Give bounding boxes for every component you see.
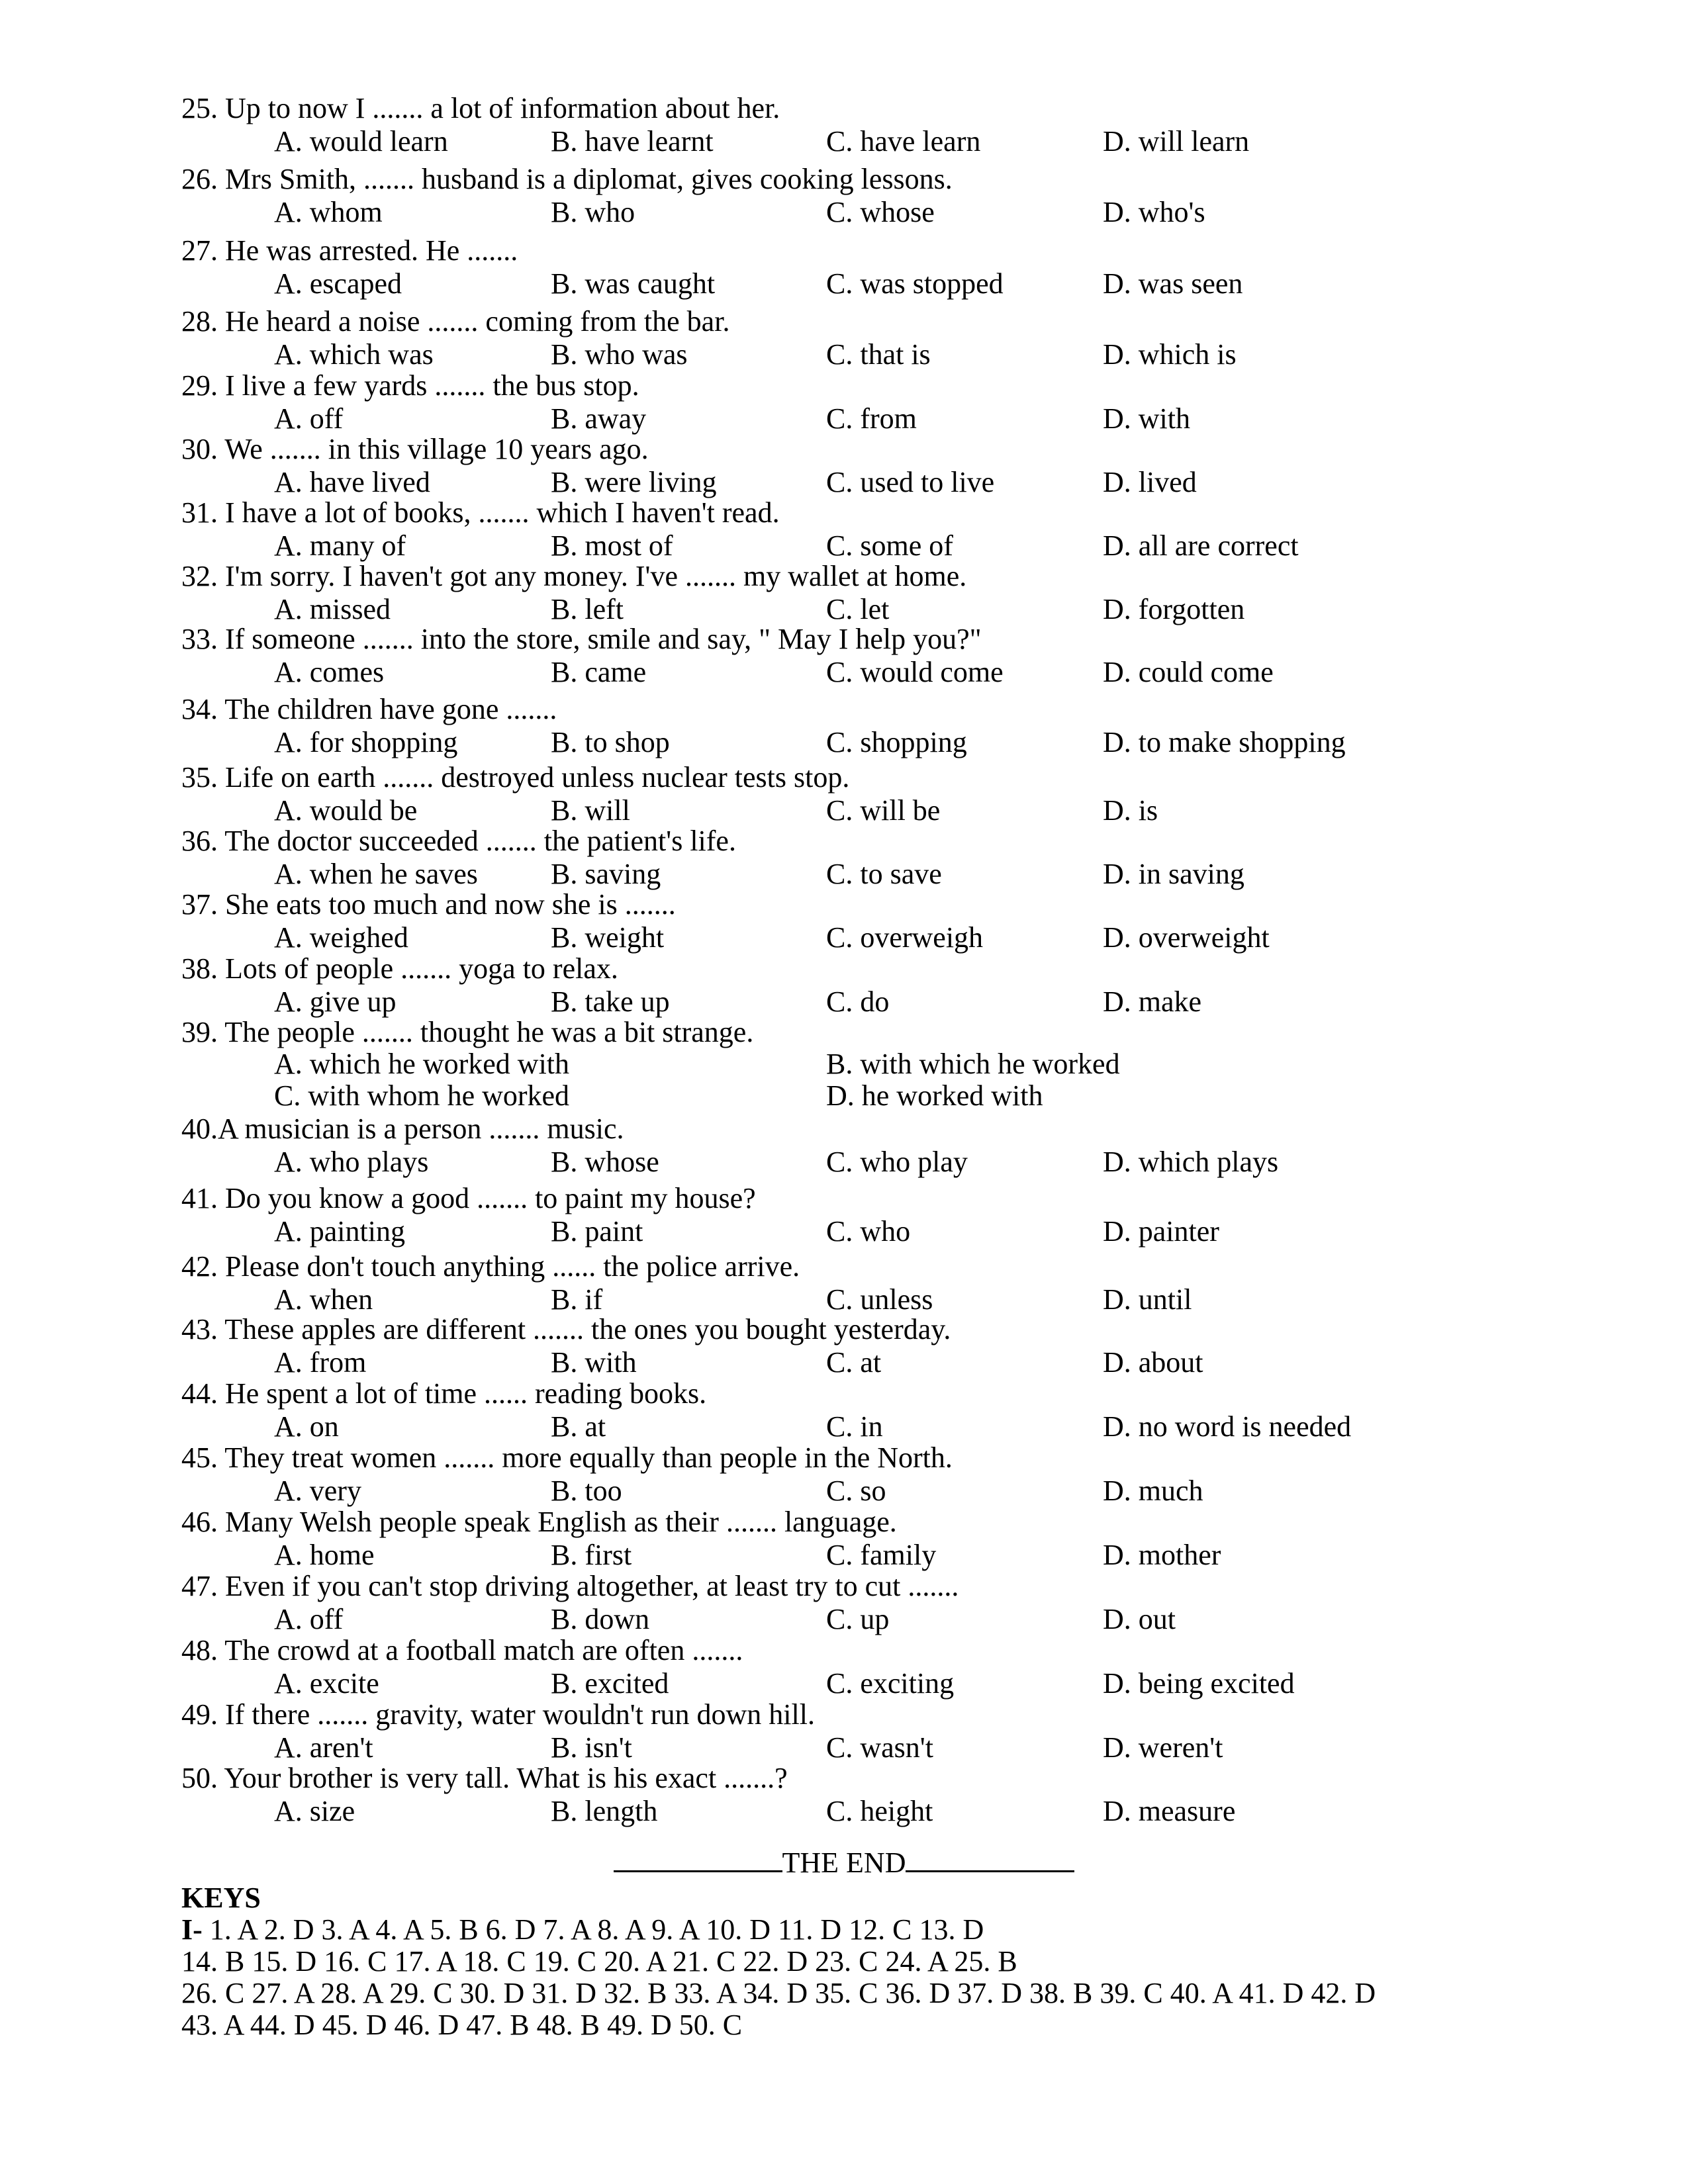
answer-option[interactable]: A. on: [274, 1410, 339, 1443]
answer-option[interactable]: C. with whom he worked: [274, 1079, 570, 1112]
question-stem: 41. Do you know a good ....... to paint my house?: [181, 1182, 756, 1214]
question-stem: 29. I live a few yards ....... the bus stop.: [181, 369, 639, 402]
answer-option[interactable]: A. for shopping: [274, 726, 458, 758]
keys-title: KEYS: [181, 1882, 261, 1914]
keys-line: 14. B 15. D 16. C 17. A 18. C 19. C 20. A 21. C 22. D 23. C 24. A 25. B: [181, 1945, 1017, 1978]
answer-option[interactable]: B. first: [551, 1539, 632, 1571]
question-stem: 40.A musician is a person ....... music.: [181, 1113, 624, 1145]
question-stem: 25. Up to now I ....... a lot of information about her.: [181, 92, 780, 124]
answer-option[interactable]: D. to make shopping: [1103, 726, 1346, 758]
answer-option[interactable]: D. overweight: [1103, 921, 1270, 954]
answer-option[interactable]: C. wasn't: [826, 1731, 933, 1764]
answer-option[interactable]: B. came: [551, 656, 647, 688]
answer-option[interactable]: A. give up: [274, 985, 397, 1018]
answer-option[interactable]: D. no word is needed: [1103, 1410, 1352, 1443]
answer-option[interactable]: C. will be: [826, 794, 941, 827]
answer-option[interactable]: B. weight: [551, 921, 665, 954]
keys-line: 26. C 27. A 28. A 29. C 30. D 31. D 32. B 33. A 34. D 35. C 36. D 37. D 38. B 39. C 40. A 41. D 42. D: [181, 1977, 1376, 2009]
question-stem: 28. He heard a noise ....... coming from the bar.: [181, 305, 730, 338]
answer-option[interactable]: A. very: [274, 1475, 361, 1507]
answer-option[interactable]: B. at: [551, 1410, 606, 1443]
question-stem: 35. Life on earth ....... destroyed unless nuclear tests stop.: [181, 761, 850, 794]
answer-option[interactable]: D. until: [1103, 1283, 1192, 1316]
answer-option[interactable]: D. about: [1103, 1346, 1203, 1379]
answer-option[interactable]: A. aren't: [274, 1731, 373, 1764]
answer-option[interactable]: A. home: [274, 1539, 375, 1571]
answer-option[interactable]: C. family: [826, 1539, 937, 1571]
answer-option[interactable]: D. make: [1103, 985, 1202, 1018]
question-stem: 42. Please don't touch anything ...... the police arrive.: [181, 1250, 800, 1283]
answer-option[interactable]: C. some of: [826, 529, 953, 562]
answer-option[interactable]: C. at: [826, 1346, 882, 1379]
answer-option[interactable]: A. comes: [274, 656, 385, 688]
answer-option[interactable]: C. do: [826, 985, 890, 1018]
answer-option[interactable]: C. let: [826, 593, 890, 625]
keys-line: 43. A 44. D 45. D 46. D 47. B 48. B 49. D 50. C: [181, 2009, 743, 2041]
answer-option[interactable]: A. off: [274, 402, 344, 435]
answer-option[interactable]: B. were living: [551, 466, 717, 498]
answer-option[interactable]: B. too: [551, 1475, 622, 1507]
answer-option[interactable]: A. size: [274, 1795, 355, 1827]
answer-option[interactable]: D. mother: [1103, 1539, 1221, 1571]
answer-option[interactable]: A. would learn: [274, 125, 448, 158]
answer-option[interactable]: D. measure: [1103, 1795, 1236, 1827]
answer-option[interactable]: C. who play: [826, 1146, 968, 1178]
answer-option[interactable]: B. will: [551, 794, 630, 827]
answer-option[interactable]: C. in: [826, 1410, 883, 1443]
end-rule-left: [614, 1846, 782, 1872]
answer-option[interactable]: B. length: [551, 1795, 658, 1827]
answer-option[interactable]: A. from: [274, 1346, 367, 1379]
keys-section-label: I-: [181, 1913, 203, 1946]
answer-option[interactable]: B. have learnt: [551, 125, 714, 158]
answer-option[interactable]: B. left: [551, 593, 624, 625]
answer-option[interactable]: D. who's: [1103, 196, 1205, 228]
answer-option[interactable]: C. from: [826, 402, 917, 435]
answer-option[interactable]: D. much: [1103, 1475, 1203, 1507]
question-stem: 30. We ....... in this village 10 years ago.: [181, 433, 649, 465]
keys-line: [181, 1913, 984, 1946]
answer-option[interactable]: A. have lived: [274, 466, 430, 498]
answer-option[interactable]: D. all are correct: [1103, 529, 1299, 562]
answer-option[interactable]: D. being excited: [1103, 1667, 1295, 1700]
question-stem: 46. Many Welsh people speak English as their ....... language.: [181, 1506, 897, 1538]
answer-option[interactable]: C. who: [826, 1215, 911, 1248]
answer-option[interactable]: C. was stopped: [826, 267, 1004, 300]
answer-option[interactable]: B. most of: [551, 529, 673, 562]
answer-option[interactable]: D. weren't: [1103, 1731, 1223, 1764]
answer-option[interactable]: D. lived: [1103, 466, 1197, 498]
answer-option[interactable]: A. escaped: [274, 267, 402, 300]
question-stem: 33. If someone ....... into the store, smile and say, " May I help you?": [181, 623, 982, 655]
answer-option[interactable]: C. unless: [826, 1283, 933, 1316]
answer-option[interactable]: B. with which he worked: [826, 1048, 1120, 1080]
answer-option[interactable]: A. missed: [274, 593, 391, 625]
answer-option[interactable]: C. height: [826, 1795, 933, 1827]
answer-option[interactable]: C. that is: [826, 338, 931, 371]
answer-option[interactable]: C. would come: [826, 656, 1004, 688]
answer-option[interactable]: D. could come: [1103, 656, 1274, 688]
answer-option[interactable]: D. which is: [1103, 338, 1237, 371]
question-stem: 45. They treat women ....... more equally than people in the North.: [181, 1441, 953, 1474]
question-stem: 39. The people ....... thought he was a bit strange.: [181, 1016, 754, 1048]
answer-option[interactable]: A. off: [274, 1603, 344, 1635]
answer-option[interactable]: D. with: [1103, 402, 1190, 435]
answer-option[interactable]: B. who: [551, 196, 635, 228]
answer-option[interactable]: C. to save: [826, 858, 942, 890]
question-stem: 38. Lots of people ....... yoga to relax.: [181, 952, 618, 985]
answer-option[interactable]: D. will learn: [1103, 125, 1250, 158]
answer-option[interactable]: B. was caught: [551, 267, 716, 300]
answer-option[interactable]: C. have learn: [826, 125, 981, 158]
answer-option[interactable]: D. which plays: [1103, 1146, 1279, 1178]
answer-option[interactable]: C. overweigh: [826, 921, 984, 954]
question-stem: 34. The children have gone .......: [181, 693, 557, 725]
answer-option[interactable]: D. was seen: [1103, 267, 1243, 300]
answer-option[interactable]: B. who was: [551, 338, 688, 371]
end-rule-right: [906, 1846, 1074, 1872]
question-stem: 47. Even if you can't stop driving altogether, at least try to cut .......: [181, 1570, 959, 1602]
question-stem: 36. The doctor succeeded ....... the patient's life.: [181, 825, 736, 857]
answer-option[interactable]: D. forgotten: [1103, 593, 1245, 625]
answer-option[interactable]: D. out: [1103, 1603, 1176, 1635]
answer-option[interactable]: D. he worked with: [826, 1079, 1043, 1112]
answer-option[interactable]: A. excite: [274, 1667, 379, 1700]
answer-option[interactable]: A. would be: [274, 794, 418, 827]
question-stem: 48. The crowd at a football match are often .......: [181, 1634, 743, 1666]
question-stem: 44. He spent a lot of time ...... reading books.: [181, 1377, 707, 1410]
answer-option[interactable]: A. which he worked with: [274, 1048, 570, 1080]
question-stem: 27. He was arrested. He .......: [181, 234, 518, 267]
question-stem: 26. Mrs Smith, ....... husband is a diplomat, gives cooking lessons.: [181, 163, 953, 195]
answer-option[interactable]: B. down: [551, 1603, 650, 1635]
answer-option[interactable]: A. painting: [274, 1215, 405, 1248]
keys-line-text: 1. A 2. D 3. A 4. A 5. B 6. D 7. A 8. A 9. A 10. D 11. D 12. C 13. D: [202, 1913, 984, 1946]
answer-option[interactable]: B. saving: [551, 858, 661, 890]
answer-option[interactable]: D. painter: [1103, 1215, 1219, 1248]
answer-option[interactable]: C. so: [826, 1475, 886, 1507]
answer-option[interactable]: A. many of: [274, 529, 406, 562]
answer-option[interactable]: B. paint: [551, 1215, 643, 1248]
answer-option[interactable]: C. up: [826, 1603, 890, 1635]
answer-option[interactable]: A. when: [274, 1283, 373, 1316]
answer-option[interactable]: B. with: [551, 1346, 637, 1379]
question-stem: 49. If there ....... gravity, water wouldn't run down hill.: [181, 1698, 815, 1731]
answer-option[interactable]: D. is: [1103, 794, 1158, 827]
answer-option[interactable]: B. away: [551, 402, 647, 435]
question-stem: 31. I have a lot of books, ....... which I haven't read.: [181, 496, 780, 529]
answer-option[interactable]: B. if: [551, 1283, 603, 1316]
question-stem: 32. I'm sorry. I haven't got any money. I've ....... my wallet at home.: [181, 560, 967, 592]
answer-option[interactable]: A. who plays: [274, 1146, 429, 1178]
answer-option[interactable]: B. excited: [551, 1667, 669, 1700]
end-divider: [0, 1846, 1688, 1880]
answer-option[interactable]: B. to shop: [551, 726, 670, 758]
answer-option[interactable]: B. isn't: [551, 1731, 632, 1764]
question-stem: 37. She eats too much and now she is .......: [181, 888, 676, 921]
answer-option[interactable]: C. exciting: [826, 1667, 955, 1700]
answer-option[interactable]: B. take up: [551, 985, 670, 1018]
answer-option[interactable]: A. when he saves: [274, 858, 478, 890]
answer-option[interactable]: B. whose: [551, 1146, 659, 1178]
question-stem: 43. These apples are different ....... the ones you bought yesterday.: [181, 1313, 951, 1345]
answer-option[interactable]: C. whose: [826, 196, 935, 228]
end-text: THE END: [782, 1846, 906, 1879]
answer-option[interactable]: A. whom: [274, 196, 383, 228]
answer-option[interactable]: C. used to live: [826, 466, 995, 498]
answer-option[interactable]: C. shopping: [826, 726, 967, 758]
question-stem: 50. Your brother is very tall. What is his exact .......?: [181, 1762, 788, 1794]
answer-option[interactable]: A. weighed: [274, 921, 408, 954]
answer-option[interactable]: A. which was: [274, 338, 434, 371]
answer-option[interactable]: D. in saving: [1103, 858, 1244, 890]
